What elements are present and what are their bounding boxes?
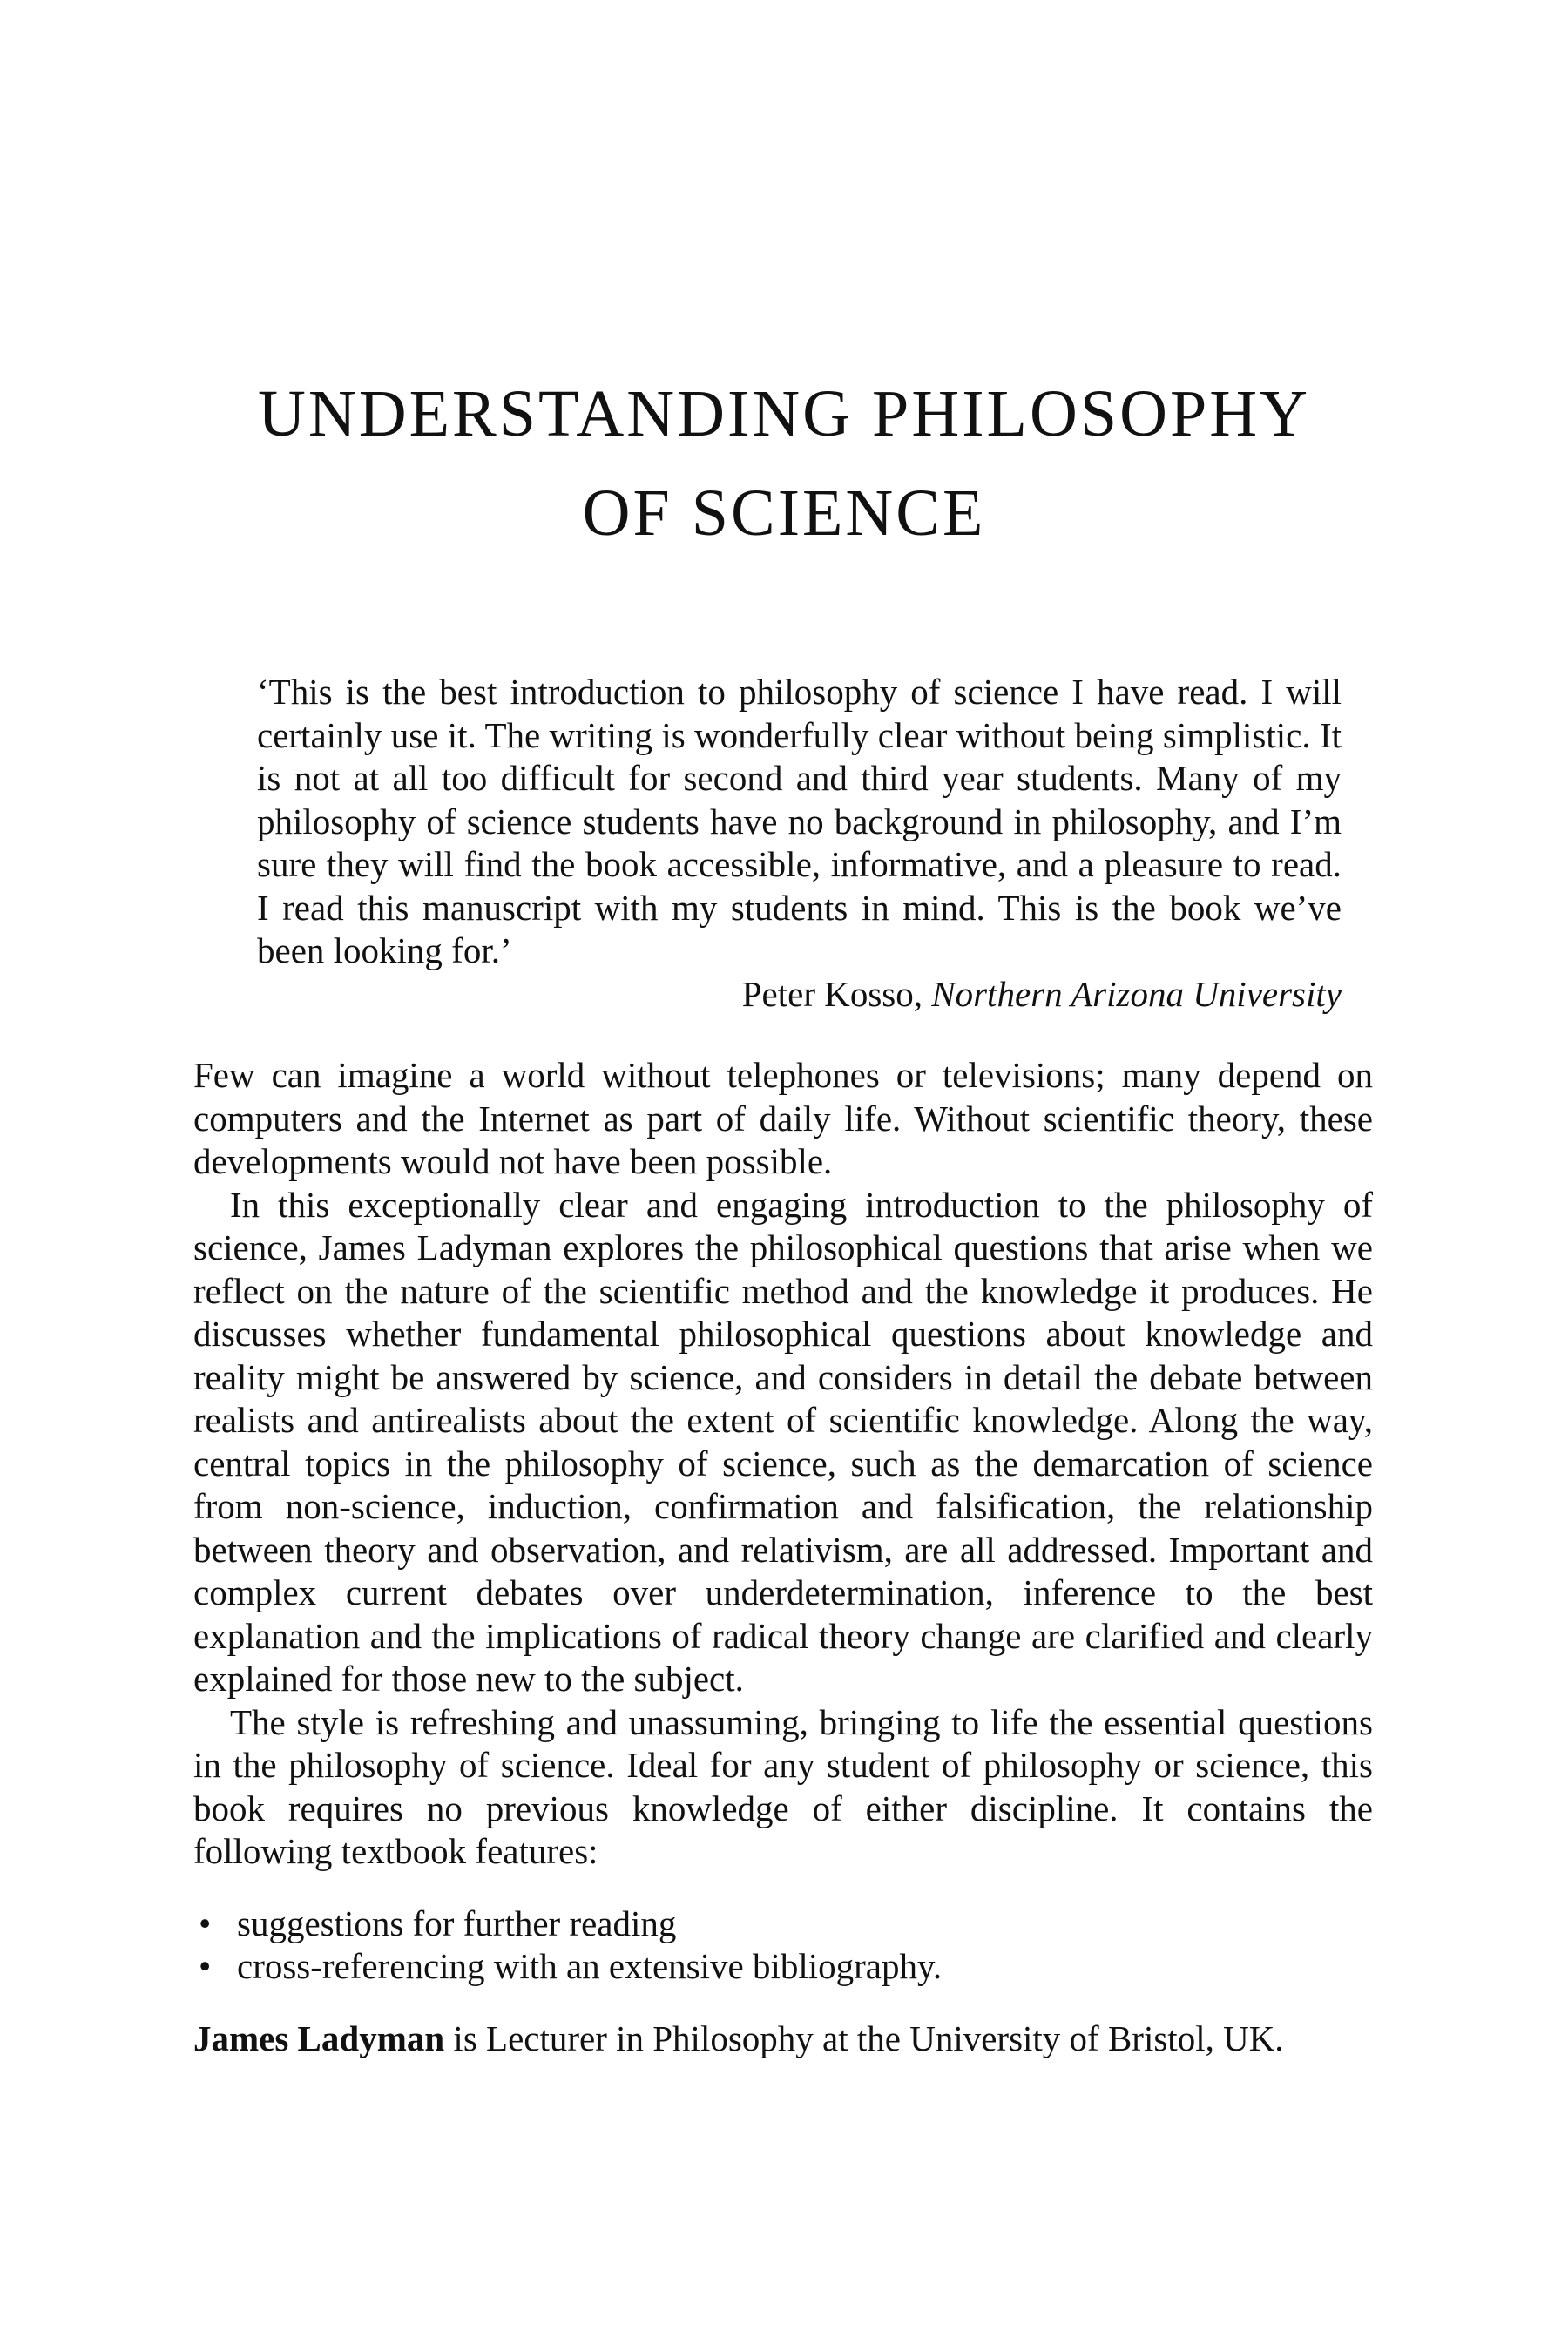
endorsement-author: Peter Kosso, <box>741 973 923 1014</box>
title-line-2: OF SCIENCE <box>582 476 986 550</box>
title-line-1: UNDERSTANDING PHILOSOPHY <box>257 377 1311 450</box>
author-bio: is Lecturer in Philosophy at the University of Bristol, UK. <box>444 2017 1284 2058</box>
feature-text: suggestions for further reading <box>237 1903 677 1943</box>
bullet-icon: • <box>199 1903 212 1943</box>
features-list <box>193 1903 1373 1989</box>
page-title <box>0 364 1568 563</box>
bullet-icon: • <box>199 1946 212 1986</box>
feature-text: cross-referencing with an extensive bibliography. <box>237 1946 943 1986</box>
endorsement-affiliation: Northern Arizona University <box>931 973 1342 1014</box>
endorsement-text: ‘This is the best introduction to philosophy of science I have read. I will certainly use it. The writing is wonderfully clear without being simplistic. It is not at all too difficult for second and third year students. Many of my philosophy of science students have no background in philosophy, and I’m sure they will find the book accessible, informative, and a pleasure to read. I read this manuscript with my students in mind. This is the book we’ve been looking for.’ <box>257 672 1342 970</box>
endorsement-attribution <box>257 973 1342 1017</box>
list-item <box>193 1903 1373 1946</box>
description-paragraph-3: The style is refreshing and unassuming, bringing to life the essential questions in the philosophy of science. Ideal for any student of philosophy or science, this book requires no previous knowledge of either discipline. It contains the following textbook features: <box>193 1701 1373 1871</box>
book-description <box>193 1054 1373 2060</box>
list-item <box>193 1945 1373 1989</box>
author-name: James Ladyman <box>193 2017 445 2058</box>
endorsement-quote <box>257 671 1342 1016</box>
description-paragraph-1: Few can imagine a world without telephones or televisions; many depend on computers and the Internet as part of daily life. Without scientific theory, these developments would not have been possible. <box>193 1055 1373 1181</box>
author-note <box>193 2017 1373 2061</box>
description-paragraph-2: In this exceptionally clear and engaging introduction to the philosophy of science, James Ladyman explores the philosophical questions that arise when we reflect on the nature of the scientific method and the knowledge it produces. He discusses whether fundamental philosophical questions about knowledge and reality might be answered by science, and considers in detail the debate between realists and antirealists about the extent of scientific knowledge. Along the way, central topics in the philosophy of science, such as the demarcation of science from non-science, induction, confirmation and falsification, the relationship between theory and observation, and relativism, are all addressed. Important and complex current debates over underdetermination, inference to the best explanation and the implications of radical theory change are clarified and clearly explained for those new to the subject. <box>193 1184 1373 1699</box>
